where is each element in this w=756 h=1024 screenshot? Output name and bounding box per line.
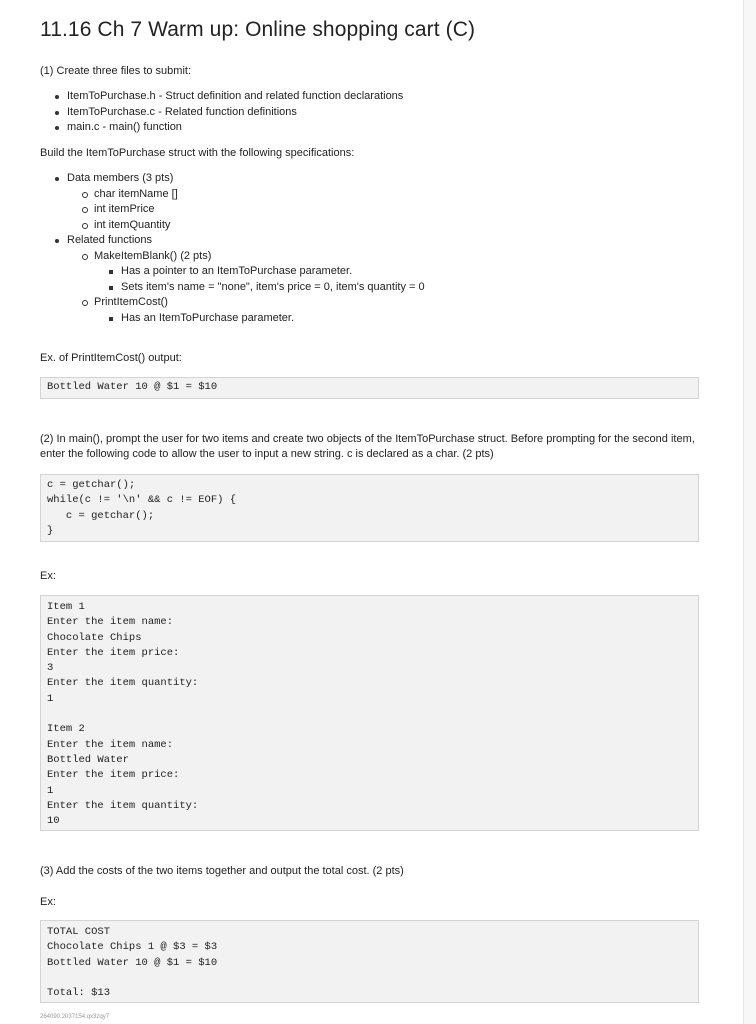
- code-line: c = getchar();: [47, 509, 155, 522]
- list-item: [94, 249, 425, 296]
- scrollbar[interactable]: [743, 0, 756, 1024]
- list-item: int itemPrice: [94, 202, 425, 218]
- code-line: 3: [47, 662, 54, 675]
- code-line: Bottled Water 10 @ $1 = $10: [47, 381, 218, 393]
- code-line: while(c != '\n' && c != EOF) {: [47, 494, 237, 507]
- list-item: [94, 295, 425, 326]
- part2-ex-label: Ex:: [40, 570, 56, 582]
- code-line: TOTAL COST: [47, 926, 111, 938]
- code-line: Total: $13: [47, 987, 111, 1000]
- part3-instructions: (3) Add the costs of the two items together and output the total cost. (2 pts): [40, 865, 404, 877]
- page-title: 11.16 Ch 7 Warm up: Online shopping cart (C): [40, 18, 476, 41]
- code-line: Item 1: [47, 601, 85, 613]
- code-line: Chocolate Chips: [47, 631, 142, 644]
- code-line: Enter the item price:: [47, 769, 180, 782]
- code-line: c = getchar();: [47, 479, 136, 491]
- code-line: Bottled Water 10 @ $1 = $10: [47, 956, 218, 969]
- code-line: Item 2: [47, 723, 85, 736]
- code-line: 1: [47, 692, 54, 705]
- code-block-getchar: [40, 474, 699, 542]
- code-line: 10: [47, 815, 60, 828]
- related-functions-label: Related functions: [67, 234, 152, 246]
- code-line: [47, 707, 692, 722]
- list-item: [67, 233, 425, 326]
- code-line: Chocolate Chips 1 @ $3 = $3: [47, 941, 218, 954]
- list-item: ItemToPurchase.h - Struct definition and related function declarations: [67, 89, 403, 105]
- code-line: Enter the item name:: [47, 738, 174, 751]
- print-cost-label: PrintItemCost(): [94, 296, 168, 308]
- spec-intro: Build the ItemToPurchase struct with the following specifications:: [40, 147, 355, 159]
- part1-intro: (1) Create three files to submit:: [40, 65, 192, 77]
- file-list: [67, 89, 403, 136]
- code-line: Enter the item price:: [47, 646, 180, 659]
- list-item: ItemToPurchase.c - Related function definitions: [67, 105, 403, 121]
- code-block-example1: [40, 377, 699, 399]
- list-item: int itemQuantity: [94, 218, 425, 234]
- list-item: Sets item's name = "none", item's price = 0, item's quantity = 0: [121, 280, 425, 296]
- footer-id: 264090.2037154.qx3zqy7: [40, 1014, 110, 1020]
- code-line: Bottled Water: [47, 753, 129, 766]
- part3-ex-label: Ex:: [40, 896, 56, 908]
- part2-instructions: (2) In main(), prompt the user for two items and create two objects of the ItemToPurchase struct. Before prompting for the second item, enter the following code to allow the user to input a new string. c is declared as a char. (2 pts): [40, 433, 695, 460]
- code-line: 1: [47, 784, 54, 797]
- code-line: Enter the item name:: [47, 616, 174, 629]
- list-item: char itemName []: [94, 187, 425, 203]
- code-line: }: [47, 524, 54, 537]
- code-line: Enter the item quantity:: [47, 677, 199, 690]
- example-label: Ex. of PrintItemCost() output:: [40, 352, 182, 364]
- spec-list: [67, 171, 425, 326]
- code-block-example3: [40, 920, 699, 1003]
- make-blank-label: MakeItemBlank() (2 pts): [94, 249, 212, 262]
- code-line: [47, 971, 692, 986]
- data-members-label: Data members (3 pts): [67, 172, 174, 184]
- list-item: Has an ItemToPurchase parameter.: [121, 311, 425, 327]
- list-item: main.c - main() function: [67, 120, 403, 136]
- list-item: Has a pointer to an ItemToPurchase parameter.: [121, 264, 425, 280]
- list-item: [67, 171, 425, 233]
- code-line: Enter the item quantity:: [47, 799, 199, 812]
- code-block-example2: [40, 595, 699, 831]
